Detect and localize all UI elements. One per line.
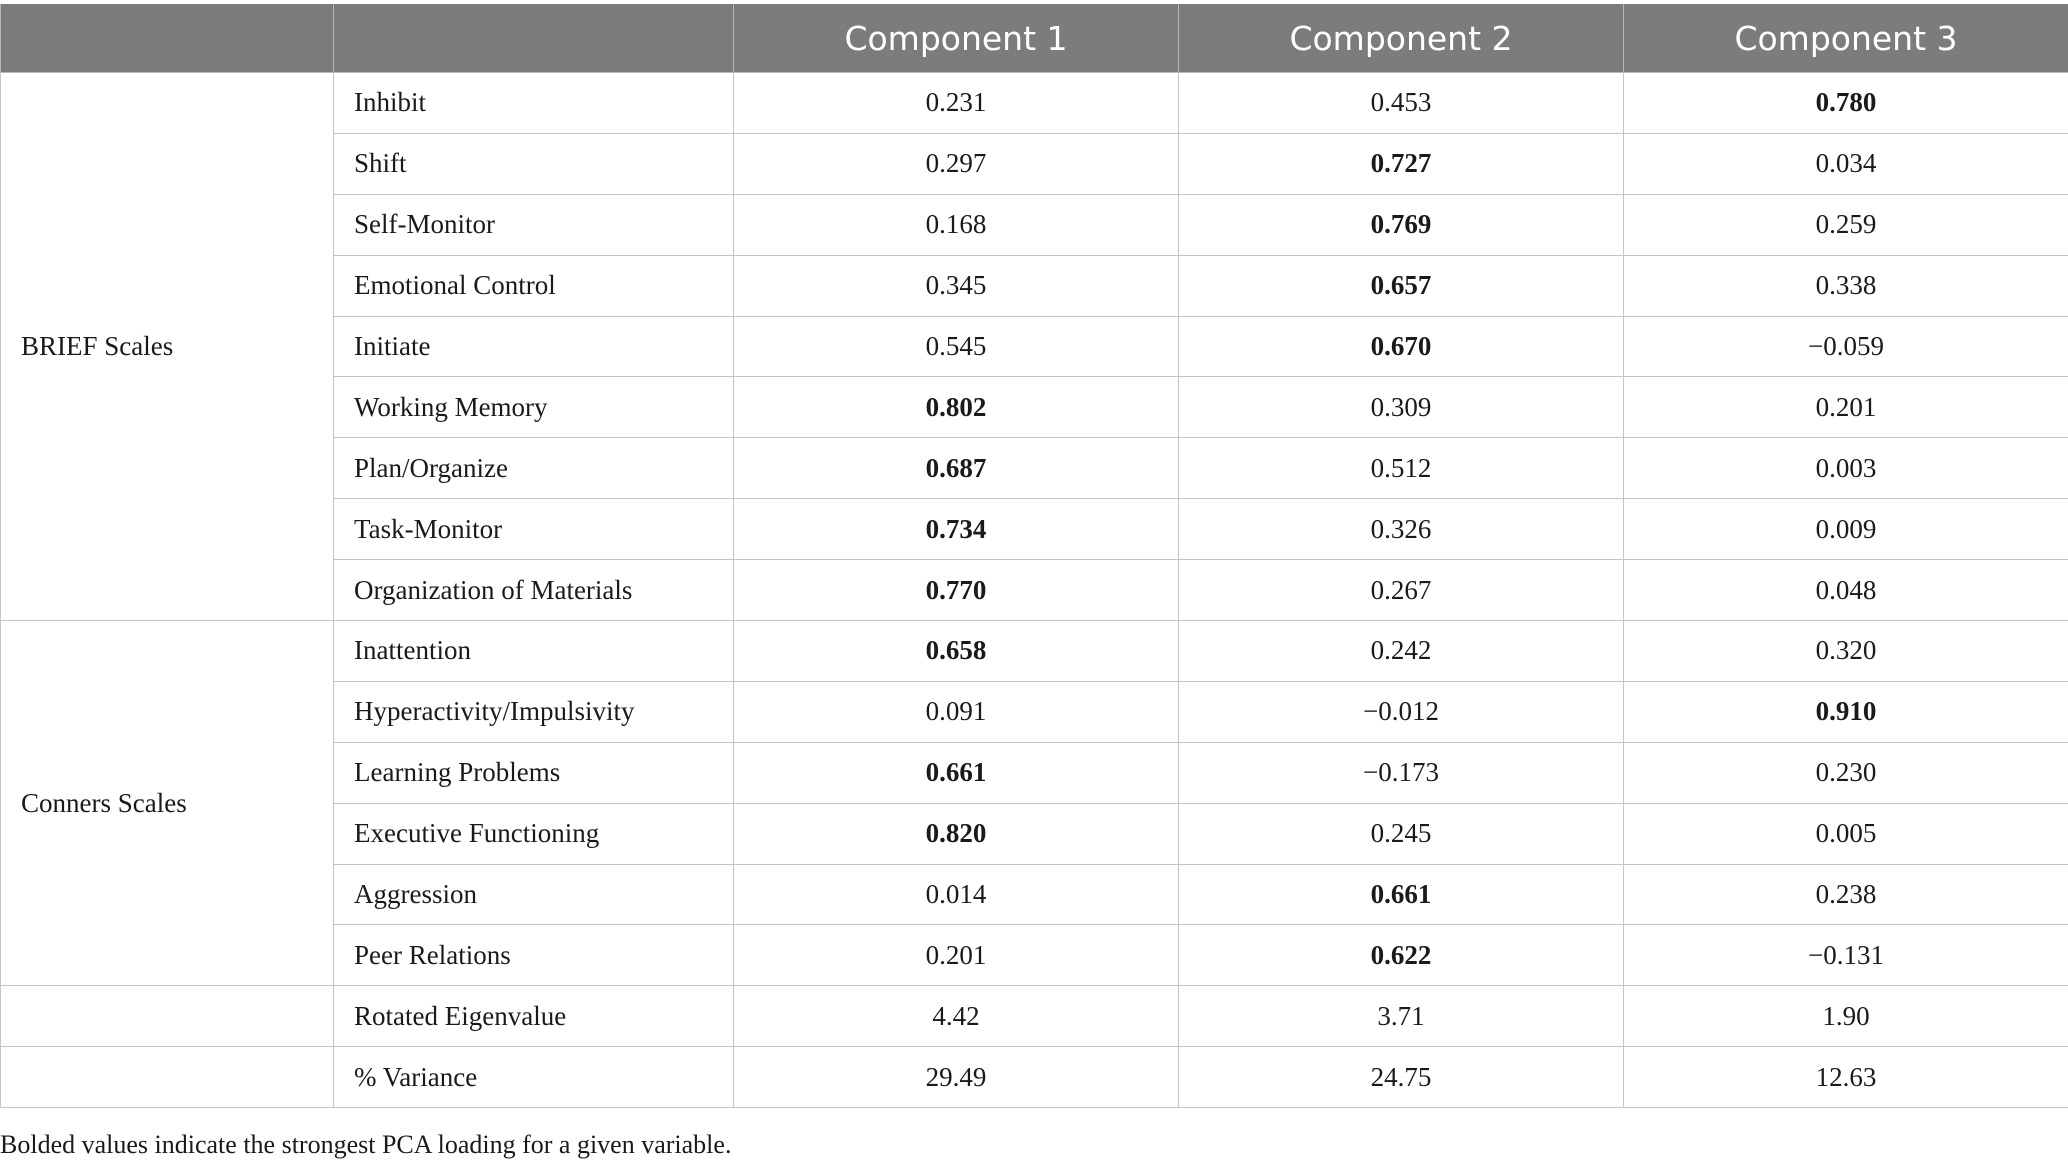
header-cell-component-1: Component 1 [734, 4, 1179, 73]
summary-value-cell: 4.42 [734, 986, 1179, 1047]
header-cell-variable [334, 4, 734, 73]
loading-value-cell: 0.014 [734, 864, 1179, 925]
variable-name-cell: Aggression [334, 864, 734, 925]
pca-loadings-table [0, 4, 2068, 1108]
loading-value-cell: 0.238 [1624, 864, 2068, 925]
loading-value-cell: 0.005 [1624, 803, 2068, 864]
variable-name-cell: Peer Relations [334, 925, 734, 986]
loading-value-cell: 0.453 [1179, 73, 1624, 134]
loading-value-cell: −0.012 [1179, 681, 1624, 742]
variable-name-cell: Shift [334, 133, 734, 194]
loading-value-cell: 0.091 [734, 681, 1179, 742]
loading-value-cell: 0.201 [734, 925, 1179, 986]
variable-name-cell: Initiate [334, 316, 734, 377]
summary-group-cell [1, 986, 334, 1047]
table-footnote: Bolded values indicate the strongest PCA loading for a given variable. [0, 1130, 732, 1159]
variable-name-cell: Task-Monitor [334, 499, 734, 560]
group-label-cell: BRIEF Scales [1, 73, 334, 621]
table-row [1, 621, 2068, 682]
loading-value-cell: −0.173 [1179, 742, 1624, 803]
table-row [1, 73, 2068, 134]
group-label-cell: Conners Scales [1, 621, 334, 986]
variable-name-cell: Organization of Materials [334, 560, 734, 621]
loading-value-cell: 0.512 [1179, 438, 1624, 499]
loading-value-cell: −0.059 [1624, 316, 2068, 377]
variable-name-cell: Self-Monitor [334, 194, 734, 255]
loading-value-cell: 0.780 [1624, 73, 2068, 134]
summary-group-cell [1, 1047, 334, 1108]
loading-value-cell: 0.168 [734, 194, 1179, 255]
loading-value-cell: 0.048 [1624, 560, 2068, 621]
loading-value-cell: 0.267 [1179, 560, 1624, 621]
loading-value-cell: 0.657 [1179, 255, 1624, 316]
loading-value-cell: 0.769 [1179, 194, 1624, 255]
header-cell-component-2: Component 2 [1179, 4, 1624, 73]
variable-name-cell: Working Memory [334, 377, 734, 438]
variable-name-cell: Hyperactivity/Impulsivity [334, 681, 734, 742]
variable-name-cell: Executive Functioning [334, 803, 734, 864]
header-cell-component-3: Component 3 [1624, 4, 2068, 73]
variable-name-cell: Plan/Organize [334, 438, 734, 499]
loading-value-cell: 0.338 [1624, 255, 2068, 316]
summary-row [1, 986, 2068, 1047]
loading-value-cell: 0.003 [1624, 438, 2068, 499]
loading-value-cell: 0.320 [1624, 621, 2068, 682]
variable-name-cell: Inhibit [334, 73, 734, 134]
loading-value-cell: 0.034 [1624, 133, 2068, 194]
loading-value-cell: 0.259 [1624, 194, 2068, 255]
loading-value-cell: 0.802 [734, 377, 1179, 438]
loading-value-cell: 0.245 [1179, 803, 1624, 864]
loading-value-cell: 0.622 [1179, 925, 1624, 986]
loading-value-cell: 0.770 [734, 560, 1179, 621]
header-cell-group [1, 4, 334, 73]
loading-value-cell: 0.326 [1179, 499, 1624, 560]
loading-value-cell: 0.201 [1624, 377, 2068, 438]
loading-value-cell: 0.727 [1179, 133, 1624, 194]
summary-value-cell: 24.75 [1179, 1047, 1624, 1108]
loading-value-cell: 0.670 [1179, 316, 1624, 377]
loading-value-cell: 0.687 [734, 438, 1179, 499]
variable-name-cell: Learning Problems [334, 742, 734, 803]
loading-value-cell: 0.242 [1179, 621, 1624, 682]
loading-value-cell: 0.231 [734, 73, 1179, 134]
variable-name-cell: Inattention [334, 621, 734, 682]
loading-value-cell: 0.230 [1624, 742, 2068, 803]
summary-value-cell: 1.90 [1624, 986, 2068, 1047]
loading-value-cell: 0.661 [734, 742, 1179, 803]
loading-value-cell: 0.297 [734, 133, 1179, 194]
loading-value-cell: 0.545 [734, 316, 1179, 377]
loading-value-cell: 0.658 [734, 621, 1179, 682]
summary-label-cell: % Variance [334, 1047, 734, 1108]
loading-value-cell: −0.131 [1624, 925, 2068, 986]
variable-name-cell: Emotional Control [334, 255, 734, 316]
table-body [1, 73, 2068, 1108]
summary-value-cell: 29.49 [734, 1047, 1179, 1108]
summary-row [1, 1047, 2068, 1108]
summary-label-cell: Rotated Eigenvalue [334, 986, 734, 1047]
summary-value-cell: 12.63 [1624, 1047, 2068, 1108]
loading-value-cell: 0.910 [1624, 681, 2068, 742]
loading-value-cell: 0.009 [1624, 499, 2068, 560]
loading-value-cell: 0.734 [734, 499, 1179, 560]
summary-value-cell: 3.71 [1179, 986, 1624, 1047]
loading-value-cell: 0.820 [734, 803, 1179, 864]
loading-value-cell: 0.309 [1179, 377, 1624, 438]
table-header-row [1, 4, 2068, 73]
loading-value-cell: 0.661 [1179, 864, 1624, 925]
loading-value-cell: 0.345 [734, 255, 1179, 316]
